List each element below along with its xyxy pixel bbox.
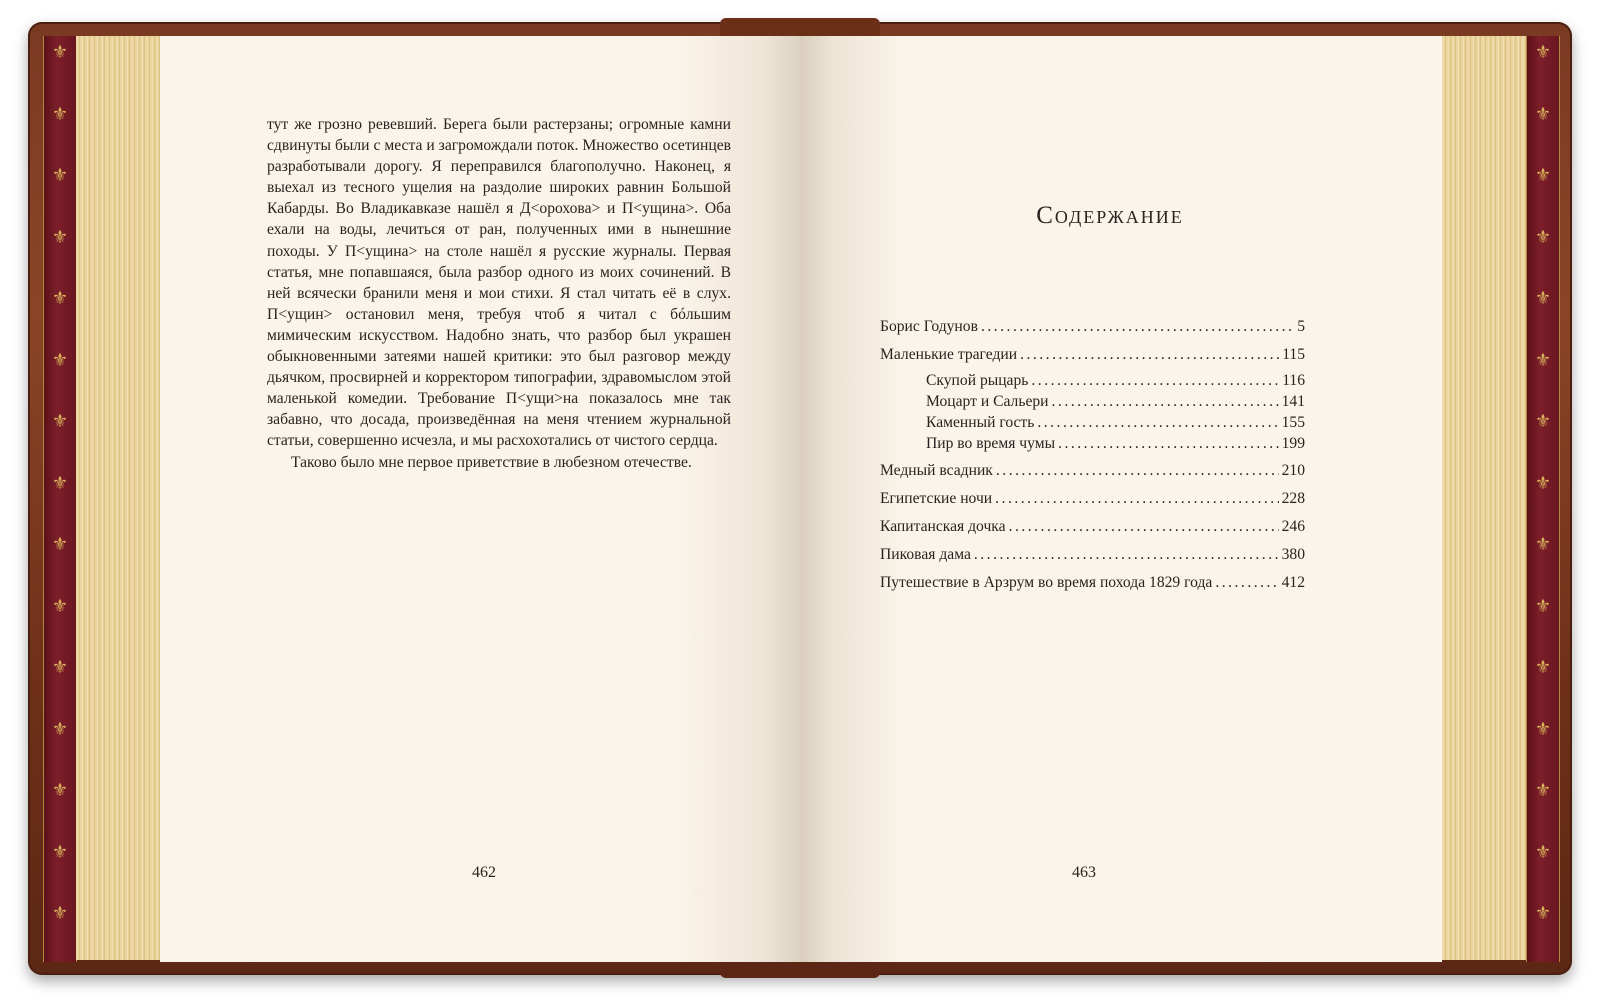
toc-entry-title: Моцарт и Сальери	[926, 393, 1049, 410]
fleur-de-lis-icon: ⚜	[51, 165, 69, 186]
fleur-de-lis-icon: ⚜	[1534, 903, 1552, 924]
fleur-de-lis-icon: ⚜	[51, 472, 69, 494]
right-page-number: 463	[1072, 864, 1096, 881]
fleur-de-lis-icon: ⚜	[51, 903, 69, 924]
toc-leader-dots	[1037, 414, 1278, 432]
toc-entry-page: 115	[1282, 346, 1305, 363]
fleur-de-lis-icon: ⚜	[1534, 718, 1552, 740]
fleur-de-lis-icon: ⚜	[1534, 103, 1552, 125]
toc-leader-dots	[1031, 372, 1279, 390]
fleur-de-lis-icon: ⚜	[51, 718, 69, 740]
toc-entry-title: Скупой рыцарь	[926, 372, 1029, 389]
fleur-de-lis-icon: ⚜	[1534, 841, 1552, 863]
left-ornament-band	[43, 36, 77, 962]
toc-entry-title: Каменный гость	[926, 414, 1035, 431]
toc-subentry[interactable]	[926, 372, 1305, 392]
fleur-de-lis-icon: ⚜	[1534, 42, 1552, 63]
toc-entry-page: 5	[1297, 318, 1305, 335]
toc-entry[interactable]	[880, 546, 1305, 566]
fleur-de-lis-icon: ⚜	[51, 534, 69, 555]
toc-entry-title: Пиковая дама	[880, 546, 971, 563]
toc-entry-page: 246	[1281, 518, 1305, 535]
toc-entry-page: 141	[1281, 393, 1305, 410]
toc-entry-page: 155	[1281, 414, 1305, 431]
toc-leader-dots	[995, 490, 1278, 508]
fleur-de-lis-icon: ⚜	[51, 780, 69, 801]
fleur-de-lis-icon: ⚜	[51, 103, 69, 125]
toc-entry[interactable]	[880, 462, 1305, 482]
fleur-de-lis-icon: ⚜	[51, 349, 69, 371]
toc-leader-dots	[1058, 435, 1279, 453]
paragraph: тут же грозно ревевший. Берега были растерзаны; огромные камни сдвинуты были с места и загромождали поток. Множество осетинцев разработывали дорогу. Я переправился благополучно. Наконец, я выехал из тесного ущелия на раздолие широких равнин Большой Кабарды. Во Владикавказе нашёл я Д<орохова> и П<ущина>. Оба ехали на воды, лечиться от ран, полученных ими в нынешние походы. У П<ущина> на столе нашёл я русские журналы. Первая статья, мне попавшаяся, была разбор одного из моих сочинений. В ней всячески бранили меня и мои стихи. Я стал читать её в слух. П<ущин> остановил меня, требуя чтоб я читал с бóльшим мимическим искусством. Надобно знать, что разбор был украшен обыкновенными затеями нашей критики: это был разговор между дьячком, просвирней и корректором типографии, здравомыслом этой маленькой комедии. Требование П<ущи>на показалось мне так забавно, что досада, произведённая на меня чтением журнальной статьи, совершенно исчезла, и мы расхохотались от чистого сердца.	[267, 116, 731, 450]
fleur-de-lis-icon: ⚜	[51, 226, 69, 248]
toc-entry[interactable]	[880, 518, 1305, 538]
fleur-de-lis-icon: ⚜	[1534, 780, 1552, 801]
toc-entry-title: Маленькие трагедии	[880, 346, 1018, 363]
fleur-de-lis-icon: ⚜	[1534, 165, 1552, 186]
toc-entry-title: Египетские ночи	[880, 490, 993, 507]
toc-leader-dots	[1215, 574, 1278, 592]
fleur-de-lis-icon: ⚜	[1534, 472, 1552, 494]
toc-entry[interactable]	[880, 490, 1305, 510]
toc-entry[interactable]	[880, 574, 1305, 594]
toc-leader-dots	[981, 318, 1294, 336]
toc-leader-dots	[1020, 346, 1279, 364]
fleur-de-lis-icon: ⚜	[1534, 595, 1552, 617]
toc-entry-title: Медный всадник	[880, 462, 993, 479]
toc-entry-title: Путешествие в Арзрум во время похода 1829 года	[880, 574, 1213, 591]
fleur-de-lis-icon: ⚜	[1534, 288, 1552, 309]
toc-entry[interactable]	[880, 346, 1305, 366]
fleur-de-lis-icon: ⚜	[1534, 657, 1552, 678]
fleur-de-lis-icon: ⚜	[1534, 349, 1552, 371]
toc-entry-page: 116	[1282, 372, 1305, 389]
toc-leader-dots	[1009, 518, 1279, 536]
left-gilded-edge	[76, 36, 160, 960]
toc-entry-page: 210	[1281, 462, 1305, 479]
toc-subentry[interactable]	[926, 414, 1305, 434]
toc-entry-title: Капитанская дочка	[880, 518, 1006, 535]
fleur-de-lis-icon: ⚜	[51, 841, 69, 863]
fleur-de-lis-icon: ⚜	[51, 657, 69, 678]
paragraph: Таково было мне первое приветствие в любезном отечестве.	[291, 453, 692, 471]
toc-leader-dots	[1052, 393, 1279, 411]
fleur-de-lis-icon: ⚜	[1534, 534, 1552, 555]
left-page-text	[267, 114, 731, 473]
toc-title: Содержание	[1036, 202, 1184, 229]
fleur-de-lis-icon: ⚜	[51, 411, 69, 432]
toc-subentry[interactable]	[926, 393, 1305, 413]
right-ornament-band	[1526, 36, 1560, 962]
right-gilded-edge	[1442, 36, 1526, 960]
fleur-de-lis-icon: ⚜	[1534, 226, 1552, 248]
toc-entry-page: 199	[1281, 435, 1305, 452]
fleur-de-lis-icon: ⚜	[51, 42, 69, 63]
toc-entry-page: 380	[1281, 546, 1305, 563]
toc-subentry[interactable]	[926, 435, 1305, 455]
toc-leader-dots	[996, 462, 1279, 480]
fleur-de-lis-icon: ⚜	[1534, 411, 1552, 432]
fleur-de-lis-icon: ⚜	[51, 288, 69, 309]
toc-entry-title: Борис Годунов	[880, 318, 978, 335]
left-page-number: 462	[472, 864, 496, 881]
toc-entry-page: 228	[1281, 490, 1305, 507]
toc-entry[interactable]	[880, 318, 1305, 338]
fleur-de-lis-icon: ⚜	[51, 595, 69, 617]
toc-entry-page: 412	[1281, 574, 1305, 591]
toc-leader-dots	[974, 546, 1279, 564]
toc-entry-title: Пир во время чумы	[926, 435, 1056, 452]
